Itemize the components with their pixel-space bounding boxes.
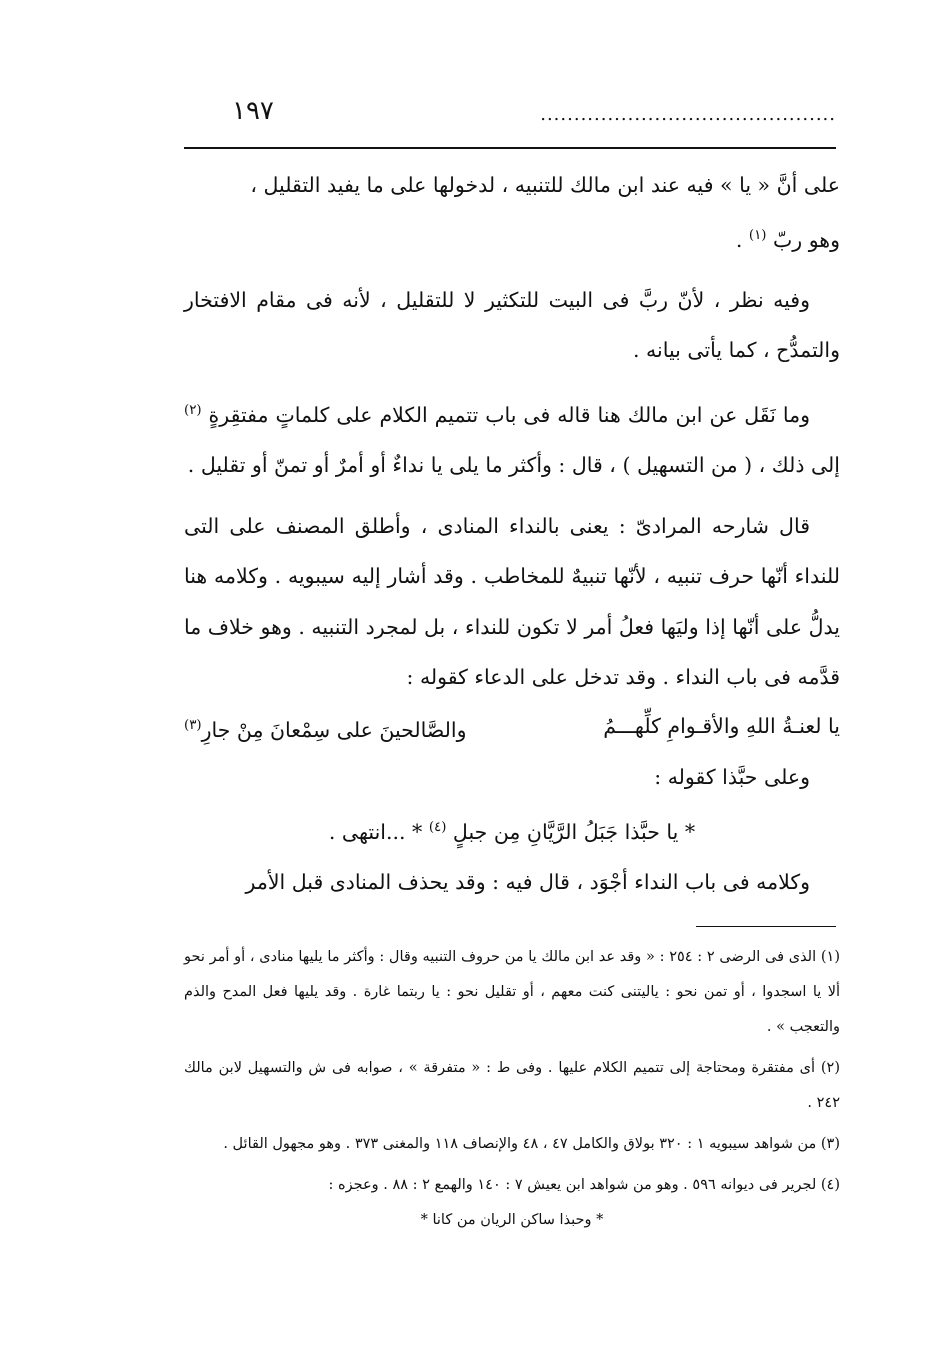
footnote-4-verse: * وحبذا ساكن الريان من كانا *	[420, 1212, 604, 1228]
footnote-ref-3: (٣)	[184, 717, 202, 733]
footnote-rule	[696, 926, 836, 927]
footnotes	[184, 940, 840, 1244]
header-dots: ............................................	[540, 104, 836, 125]
verse-1	[184, 703, 840, 753]
paragraph-1-line-1: على أنَّ « يا » فيه عند ابن مالك للتنبيه ، لدخولها على ما يفيد التقليل ،	[250, 173, 840, 197]
paragraph-5: وعلى حبَّذا كقوله :	[654, 765, 810, 790]
verse-2	[184, 803, 840, 857]
paragraph-2: وفيه نظر ، لأنّ ربَّ فى البيت للتكثير لا للتقليل ، لأنه فى مقام الافتخار والتمدُّح ، كما يأتى بيانه .	[184, 287, 840, 363]
verse-1-second-text: والصَّالحينَ على سِمْعانَ مِنْ جارِ	[201, 717, 467, 742]
page-header	[184, 96, 836, 136]
paragraph-1-line-2: وهو ربّ	[772, 227, 840, 252]
header-rule	[184, 147, 836, 149]
footnote-ref-1: (١)	[748, 227, 767, 243]
paragraph-4: قال شارحه المرادىّ : يعنى بالنداء المنادى ، وأطلق المصنف على التى للنداء أنّها حرف تنبيه ، لأنّها تنبيهٌ للمخاطب . وقد أشار إليه سيبويه . وكلامه هنا يدلُّ على أنّها إذا وليَها فعلُ أمر لا تكون للنداء ، بل لمجرد التنبيه . وهو خلاف ما قدَّمه فى باب النداء . وقد تدخل على الدعاء كقوله :	[184, 513, 840, 690]
verse-1-second-hemistich	[184, 703, 467, 753]
paragraph-6: وكلامه فى باب النداء أجْوَد ، قال فيه : وقد يحذف المنادى قبل الأمر	[245, 869, 810, 894]
footnote-4: (٤) لجرير فى ديوانه ٥٩٦ . وهو من شواهد ابن يعيش ٧ : ١٤٠ والهمع ٢ : ٨٨ . وعجزه :	[328, 1177, 840, 1193]
paragraph-3	[184, 386, 840, 491]
paragraph-3-part-a: وما نَقَل عن ابن مالك هنا قاله فى باب تتميم الكلام على كلماتٍ مفتقِرةٍ	[208, 402, 810, 427]
paragraph-1-end: .	[735, 227, 749, 252]
page-number: ١٩٧	[232, 96, 274, 126]
verse-2-text: * يا حبَّذا جَبَلُ الرَّيَّانِ مِن جبلٍ	[452, 819, 696, 844]
verse-2-end: * ...انتهى .	[328, 819, 429, 844]
paragraph-3-part-b: إلى ذلك ، ( من التسهيل ) ، قال : وأكثر ما يلى يا نداءٌ أو أمرٌ أو تمنّ أو تقليل .	[187, 453, 840, 478]
paragraph-1	[184, 160, 840, 265]
footnote-3: (٣) من شواهد سيبويه ١ : ٣٢٠ بولاق والكامل ٤٧ ، ٤٨ والإنصاف ١١٨ والمغنى ٣٧٣ . وهو مجهول القائل .	[223, 1136, 840, 1152]
footnote-ref-2: (٢)	[184, 402, 202, 418]
verse-1-first-hemistich: يا لعنـةُ اللهِ والأقـوامِ كلِّهـــمُ	[603, 713, 840, 738]
footnote-1: (١) الذى فى الرضى ٢ : ٢٥٤ : « وقد عد ابن مالك يا من حروف التنبيه وقال : وأكثر ما يليها منادى ، أو أمر نحو ألا يا اسجدوا ، أو تمن نحو : ياليتنى كنت معهم ، أو تقليل نحو : يا ربتما غارة . وقد يليها فعل المدح والذم والتعجب » .	[184, 949, 840, 1035]
main-text	[184, 160, 840, 917]
footnote-ref-4: (٤)	[428, 819, 447, 835]
footnote-2: (٢) أى مفتقرة ومحتاجة إلى تتميم الكلام عليها . وفى ط : « متفرقة » ، صوابه فى ش والتسهيل لابن مالك ٢٤٢ .	[184, 1060, 840, 1111]
